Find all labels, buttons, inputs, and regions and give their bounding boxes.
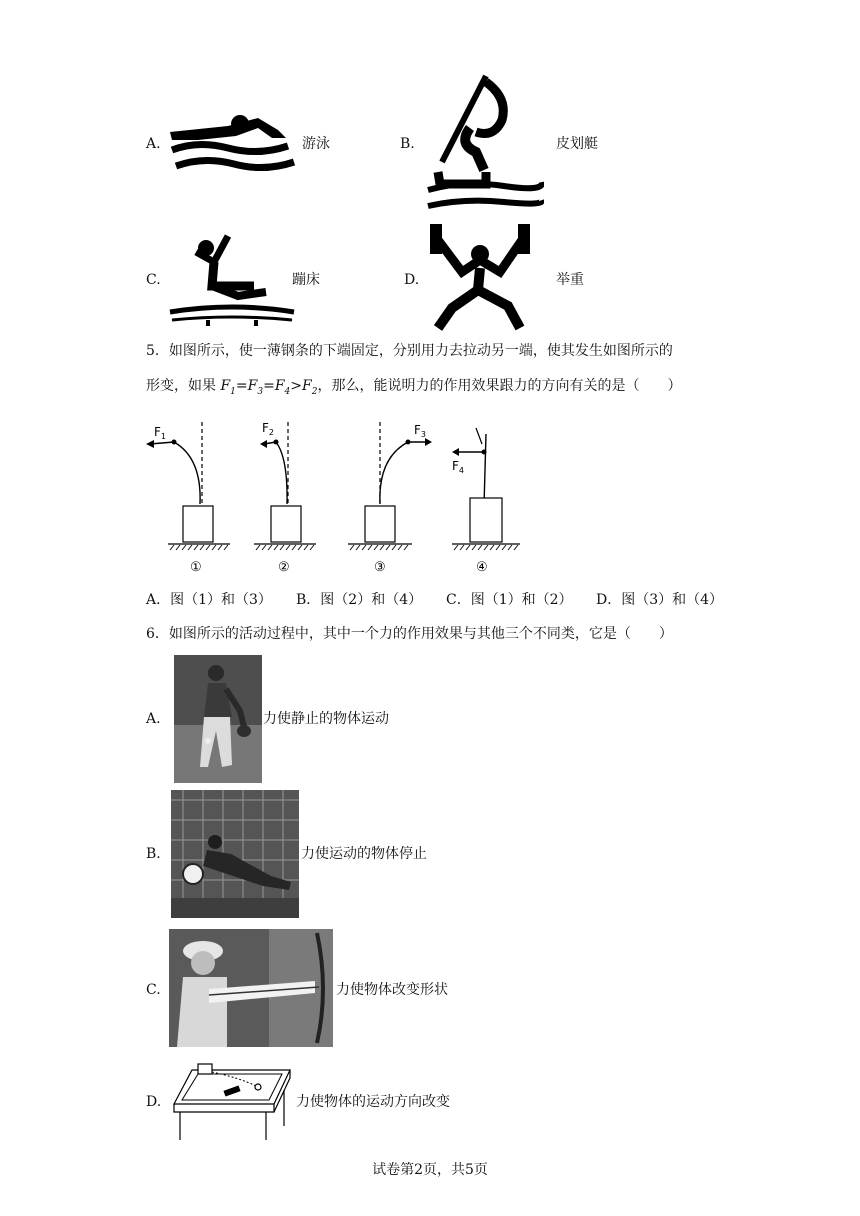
swimming-icon [168,110,298,180]
q6-option-d-letter: D. [146,1094,162,1110]
page-footer: 试卷第2页，共5页 [372,1162,488,1178]
steel-strip-figure-2 [240,418,340,576]
q5-choice-d[interactable]: D．图（3）和（4） [596,592,724,608]
archer-photo [169,929,333,1047]
q5-stem-line-1: 5．如图所示，使一薄钢条的下端固定，分别用力去拉动另一端，使其发生如图所示的 [146,343,673,359]
q6-option-a-text: 力使静止的物体运动 [263,711,389,727]
steel-strip-figure-3 [340,418,450,576]
force-label-f2: $F_2$ [262,421,274,437]
q5-stem-line-2 [146,378,681,398]
q4-option-a-letter: A. [146,136,161,152]
greater-than-sign: > [290,378,303,394]
q6-option-a-letter: A. [146,711,161,727]
q5-choice-b[interactable]: B．图（2）和（4） [296,592,423,608]
q4-option-d-letter: D. [404,272,420,288]
q4-option-c-letter: C. [146,272,161,288]
steel-strip-figure-4 [444,418,544,576]
canoe-icon [424,72,544,214]
q4-option-b-letter: B. [400,136,415,152]
magnet-ball-table-diagram [170,1060,294,1144]
force-label-f4: $F_4$ [452,459,464,475]
goalkeeper-photo [171,790,299,918]
weightlifting-icon [428,220,532,332]
q6-option-d-text: 力使物体的运动方向改变 [296,1094,450,1110]
trampoline-icon [168,232,296,328]
q4-option-b-label: 皮划艇 [556,136,598,152]
equals-sign: = [263,378,275,394]
force-f2-symbol: F [302,378,312,394]
baseball-pitcher-photo [174,655,262,783]
q4-option-c-label: 蹦床 [292,272,320,288]
q6-option-c-letter: C. [146,982,161,998]
figure-3-caption: ③ [374,560,386,575]
equals-sign: = [235,378,248,394]
figure-4-caption: ④ [476,560,488,575]
force-label-f3: $F_3$ [414,423,426,439]
force-label-f1: $F_1$ [154,425,166,441]
q6-stem: 6．如图所示的活动过程中，其中一个力的作用效果与其他三个不同类，它是（ ） [146,626,673,642]
q5-choice-c[interactable]: C．图（1）和（2） [446,592,573,608]
q6-option-b-letter: B. [146,846,161,862]
force-f2-subscript: 2 [311,386,318,397]
q5-choice-a[interactable]: A．图（1）和（3） [146,592,272,608]
force-f4-symbol: F [274,378,285,394]
q5-stem-suffix: ，那么，能说明力的作用效果跟力的方向有关的是（ ） [317,378,682,394]
q4-option-d-label: 举重 [556,272,584,288]
q4-option-a-label: 游泳 [302,136,330,152]
q6-option-c-text: 力使物体改变形状 [336,982,448,998]
q6-option-b-text: 力使运动的物体停止 [301,846,427,862]
figure-1-caption: ① [190,560,202,575]
force-f3-symbol: F [247,378,258,394]
force-f4-subscript: 4 [284,386,291,397]
force-f1-symbol: F [220,378,231,394]
force-f1-subscript: 1 [230,386,236,397]
q5-stem-prefix: 形变，如果 [146,378,221,394]
force-f3-subscript: 3 [257,386,264,397]
figure-2-caption: ② [278,560,290,575]
steel-strip-figure-1 [140,418,240,576]
